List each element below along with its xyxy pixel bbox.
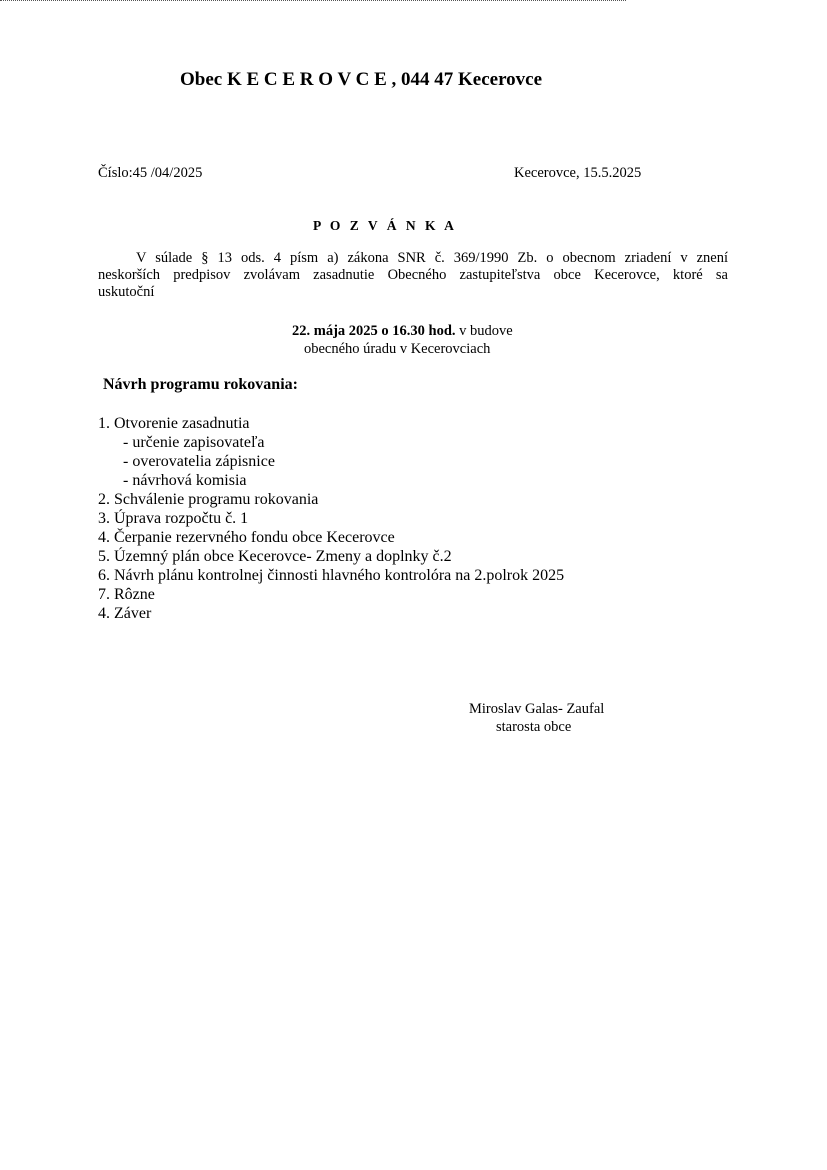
document-title: P O Z V Á N K A <box>313 218 457 233</box>
program-item-4: 4. Čerpanie rezervného fondu obce Kecerovce <box>98 529 395 546</box>
meeting-location-part1: v budove <box>455 323 513 339</box>
header-divider <box>0 0 626 1</box>
signatory-role: starosta obce <box>496 719 572 735</box>
program-item-1: 1. Otvorenie zasadnutia <box>98 415 250 432</box>
intro-paragraph <box>98 250 728 301</box>
program-item-5: 5. Územný plán obce Kecerovce- Zmeny a doplnky č.2 <box>98 548 452 565</box>
intro-line-3: uskutoční <box>98 284 155 300</box>
intro-line-1: V súlade § 13 ods. 4 písm a) zákona SNR č. 369/1990 Zb. o obecnom zriadení v znení <box>136 250 728 266</box>
program-subitem: - návrhová komisia <box>123 472 247 489</box>
place-and-date: Kecerovce, 15.5.2025 <box>514 165 642 181</box>
program-heading: Návrh programu rokovania: <box>103 376 298 393</box>
meeting-date-time: 22. mája 2025 o 16.30 hod. <box>292 323 456 339</box>
meeting-date-line <box>292 323 513 340</box>
intro-line-2: neskorších predpisov zvolávam zasadnutie Obecného zastupiteľstva obce Kecerovce, ktoré sa <box>98 267 728 283</box>
signatory-name: Miroslav Galas- Zaufal <box>469 701 605 717</box>
program-item-7: 7. Rôzne <box>98 586 155 603</box>
municipality-header-title: Obec K E C E R O V C E , 044 47 Kecerovce <box>180 69 543 90</box>
program-item-2: 2. Schválenie programu rokovania <box>98 491 319 508</box>
program-item-8: 4. Záver <box>98 605 152 622</box>
meeting-location-line: obecného úradu v Kecerovciach <box>304 341 491 357</box>
program-item-3: 3. Úprava rozpočtu č. 1 <box>98 510 249 527</box>
program-item-6: 6. Návrh plánu kontrolnej činnosti hlavného kontrolóra na 2.polrok 2025 <box>98 567 565 584</box>
program-subitem: - overovatelia zápisnice <box>123 453 275 470</box>
reference-number: Číslo:45 /04/2025 <box>98 165 203 181</box>
program-subitem: - určenie zapisovateľa <box>123 434 265 451</box>
